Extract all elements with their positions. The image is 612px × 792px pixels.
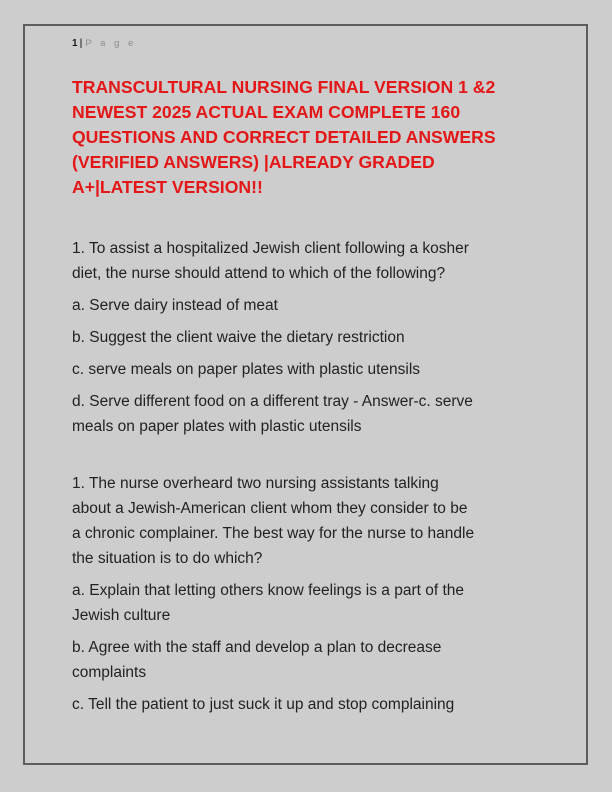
document-title-line: NEWEST 2025 ACTUAL EXAM COMPLETE 160 xyxy=(72,102,461,122)
document-body xyxy=(72,236,572,724)
document-title-line: QUESTIONS AND CORRECT DETAILED ANSWERS xyxy=(72,127,496,147)
q1-option-d-with-answer-line: d. Serve different food on a different tray - Answer-c. serve xyxy=(72,393,473,410)
q2-option-c-line: c. Tell the patient to just suck it up and stop complaining xyxy=(72,696,455,713)
q1-option-d-with-answer xyxy=(72,389,572,439)
document-title xyxy=(72,75,572,200)
q2-option-b-line: complaints xyxy=(72,664,147,681)
q2-option-a-line: Jewish culture xyxy=(72,607,171,624)
page-number: 1 xyxy=(72,38,78,49)
document-title-line: (VERIFIED ANSWERS) |ALREADY GRADED xyxy=(72,152,435,172)
q2-option-c xyxy=(72,692,572,717)
question-1-line: 1. To assist a hospitalized Jewish client following a kosher xyxy=(72,240,469,257)
page-header xyxy=(72,37,136,50)
header-page-label: P a g e xyxy=(85,38,137,49)
q1-option-d-with-answer-line: meals on paper plates with plastic utensils xyxy=(72,418,362,435)
q2-option-a-line: a. Explain that letting others know feelings is a part of the xyxy=(72,582,465,599)
q1-option-b xyxy=(72,325,572,350)
question-2-line: 1. The nurse overheard two nursing assistants talking xyxy=(72,475,439,492)
question-2-line: a chronic complainer. The best way for the nurse to handle xyxy=(72,525,475,542)
q1-option-b-line: b. Suggest the client waive the dietary restriction xyxy=(72,329,405,346)
document-title-line: TRANSCULTURAL NURSING FINAL VERSION 1 &2 xyxy=(72,77,496,97)
q1-option-c xyxy=(72,357,572,382)
document-title-line: A+|LATEST VERSION!! xyxy=(72,177,263,197)
header-separator: | xyxy=(79,38,83,49)
question-2-line: the situation is to do which? xyxy=(72,550,263,567)
question-2 xyxy=(72,471,572,571)
question-2-line: about a Jewish-American client whom they consider to be xyxy=(72,500,468,517)
question-1-line: diet, the nurse should attend to which of the following? xyxy=(72,265,446,282)
q1-option-a xyxy=(72,293,572,318)
q2-option-b-line: b. Agree with the staff and develop a plan to decrease xyxy=(72,639,442,656)
q1-option-c-line: c. serve meals on paper plates with plastic utensils xyxy=(72,361,421,378)
question-1 xyxy=(72,236,572,286)
blank-spacer xyxy=(72,446,572,464)
q2-option-a xyxy=(72,578,572,628)
q1-option-a-line: a. Serve dairy instead of meat xyxy=(72,297,278,314)
q2-option-b xyxy=(72,635,572,685)
document-page xyxy=(23,24,588,765)
